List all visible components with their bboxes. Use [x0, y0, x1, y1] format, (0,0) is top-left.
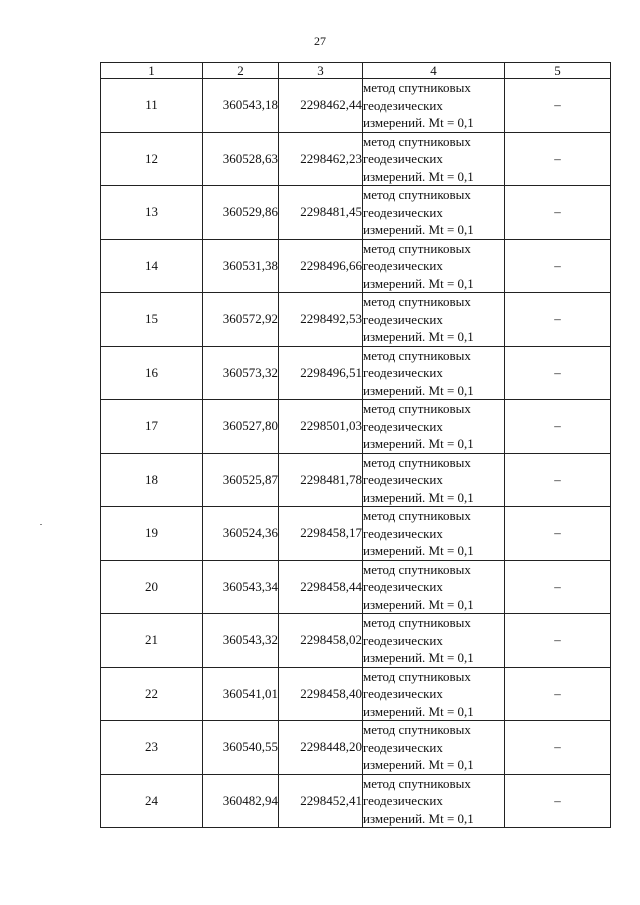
- method-text-line: геодезических: [363, 365, 443, 380]
- y-coordinate-cell: 2298462,44: [279, 79, 363, 133]
- note-cell: –: [505, 507, 611, 561]
- y-coordinate-cell: 2298458,02: [279, 614, 363, 668]
- table-row: [101, 507, 611, 561]
- point-number-cell: 12: [101, 132, 203, 186]
- method-cell: [363, 507, 505, 561]
- method-text-line: метод спутниковых: [363, 722, 471, 737]
- x-coordinate-cell: 360541,01: [203, 667, 279, 721]
- x-coordinate-cell: 360543,18: [203, 79, 279, 133]
- x-coordinate-cell: 360525,87: [203, 453, 279, 507]
- table-header: [101, 63, 611, 79]
- method-cell: [363, 79, 505, 133]
- table-row: [101, 293, 611, 347]
- coordinates-table: [100, 62, 611, 828]
- y-coordinate-cell: 2298481,45: [279, 186, 363, 240]
- header-col-3: 3: [279, 63, 363, 79]
- header-col-2: 2: [203, 63, 279, 79]
- method-cell: [363, 239, 505, 293]
- method-text-line: метод спутниковых: [363, 775, 471, 791]
- table-row: [101, 186, 611, 240]
- point-number-cell: 19: [101, 507, 203, 561]
- method-text-line: геодезических: [363, 97, 443, 113]
- y-coordinate-cell: 2298481,78: [279, 453, 363, 507]
- method-text-line: измерений. Mt = 0,1: [363, 543, 474, 558]
- method-text-line: измерений. Mt = 0,1: [363, 168, 474, 184]
- method-text-line: геодезических: [363, 204, 443, 220]
- method-cell: [363, 186, 505, 240]
- point-number-cell: 17: [101, 400, 203, 454]
- method-text-line: геодезических: [363, 418, 443, 434]
- method-text-line: геодезических: [363, 793, 443, 808]
- method-text-line: измерений. Mt = 0,1: [363, 275, 474, 291]
- x-coordinate-cell: 360531,38: [203, 239, 279, 293]
- note-cell: –: [505, 667, 611, 721]
- x-coordinate-cell: 360572,92: [203, 293, 279, 347]
- note-cell: –: [505, 79, 611, 133]
- table-row: [101, 132, 611, 186]
- point-number-cell: 22: [101, 667, 203, 721]
- method-text-line: геодезических: [363, 472, 443, 487]
- table-row: [101, 346, 611, 400]
- point-number-cell: 20: [101, 560, 203, 614]
- point-number-cell: 23: [101, 721, 203, 775]
- note-cell: –: [505, 186, 611, 240]
- method-text-line: измерений. Mt = 0,1: [363, 382, 474, 398]
- note-cell: –: [505, 346, 611, 400]
- method-text-line: измерений. Mt = 0,1: [363, 436, 474, 451]
- method-cell: [363, 774, 505, 828]
- scan-speck: [40, 524, 42, 525]
- method-cell: [363, 400, 505, 454]
- method-text-line: измерений. Mt = 0,1: [363, 222, 474, 237]
- method-cell: [363, 132, 505, 186]
- method-text-line: метод спутниковых: [363, 561, 471, 577]
- method-cell: [363, 453, 505, 507]
- method-text-line: геодезических: [363, 686, 443, 701]
- method-text-line: метод спутниковых: [363, 347, 471, 363]
- y-coordinate-cell: 2298448,20: [279, 721, 363, 775]
- note-cell: –: [505, 400, 611, 454]
- y-coordinate-cell: 2298496,51: [279, 346, 363, 400]
- note-cell: –: [505, 239, 611, 293]
- method-text-line: измерений. Mt = 0,1: [363, 596, 474, 612]
- y-coordinate-cell: 2298496,66: [279, 239, 363, 293]
- method-cell: [363, 721, 505, 775]
- method-text-line: метод спутниковых: [363, 454, 471, 470]
- note-cell: –: [505, 560, 611, 614]
- method-text-line: измерений. Mt = 0,1: [363, 810, 474, 826]
- y-coordinate-cell: 2298458,17: [279, 507, 363, 561]
- method-cell: [363, 293, 505, 347]
- method-text-line: метод спутниковых: [363, 615, 471, 630]
- table-row: [101, 667, 611, 721]
- point-number-cell: 16: [101, 346, 203, 400]
- method-cell: [363, 346, 505, 400]
- x-coordinate-cell: 360482,94: [203, 774, 279, 828]
- method-text-line: геодезических: [363, 258, 443, 273]
- x-coordinate-cell: 360527,80: [203, 400, 279, 454]
- y-coordinate-cell: 2298452,41: [279, 774, 363, 828]
- note-cell: –: [505, 453, 611, 507]
- point-number-cell: 21: [101, 614, 203, 668]
- method-cell: [363, 667, 505, 721]
- note-cell: –: [505, 774, 611, 828]
- method-cell: [363, 614, 505, 668]
- method-text-line: метод спутниковых: [363, 187, 471, 202]
- x-coordinate-cell: 360543,34: [203, 560, 279, 614]
- header-col-1: 1: [101, 63, 203, 79]
- method-text-line: геодезических: [363, 739, 443, 755]
- table-body: [101, 79, 611, 828]
- y-coordinate-cell: 2298462,23: [279, 132, 363, 186]
- method-cell: [363, 560, 505, 614]
- y-coordinate-cell: 2298492,53: [279, 293, 363, 347]
- method-text-line: метод спутниковых: [363, 80, 471, 95]
- method-text-line: метод спутниковых: [363, 240, 471, 256]
- method-text-line: измерений. Mt = 0,1: [363, 757, 474, 772]
- method-text-line: метод спутниковых: [363, 133, 471, 149]
- x-coordinate-cell: 360540,55: [203, 721, 279, 775]
- point-number-cell: 13: [101, 186, 203, 240]
- method-text-line: геодезических: [363, 151, 443, 166]
- y-coordinate-cell: 2298458,44: [279, 560, 363, 614]
- method-text-line: измерений. Mt = 0,1: [363, 329, 474, 344]
- point-number-cell: 15: [101, 293, 203, 347]
- method-text-line: измерений. Mt = 0,1: [363, 703, 474, 719]
- table-row: [101, 79, 611, 133]
- header-row: [101, 63, 611, 79]
- table-row: [101, 721, 611, 775]
- table-row: [101, 614, 611, 668]
- note-cell: –: [505, 721, 611, 775]
- page-number: 27: [314, 34, 326, 48]
- method-text-line: геодезических: [363, 632, 443, 648]
- note-cell: –: [505, 614, 611, 668]
- x-coordinate-cell: 360543,32: [203, 614, 279, 668]
- y-coordinate-cell: 2298458,40: [279, 667, 363, 721]
- x-coordinate-cell: 360524,36: [203, 507, 279, 561]
- point-number-cell: 11: [101, 79, 203, 133]
- point-number-cell: 24: [101, 774, 203, 828]
- note-cell: –: [505, 132, 611, 186]
- point-number-cell: 14: [101, 239, 203, 293]
- table-row: [101, 400, 611, 454]
- method-text-line: измерений. Mt = 0,1: [363, 489, 474, 505]
- header-col-5: 5: [505, 63, 611, 79]
- y-coordinate-cell: 2298501,03: [279, 400, 363, 454]
- method-text-line: метод спутниковых: [363, 668, 471, 684]
- method-text-line: измерений. Mt = 0,1: [363, 650, 474, 665]
- table-row: [101, 560, 611, 614]
- point-number-cell: 18: [101, 453, 203, 507]
- x-coordinate-cell: 360528,63: [203, 132, 279, 186]
- note-cell: –: [505, 293, 611, 347]
- method-text-line: метод спутниковых: [363, 508, 471, 523]
- method-text-line: геодезических: [363, 579, 443, 594]
- x-coordinate-cell: 360573,32: [203, 346, 279, 400]
- method-text-line: геодезических: [363, 311, 443, 327]
- table-row: [101, 453, 611, 507]
- method-text-line: метод спутниковых: [363, 294, 471, 309]
- method-text-line: измерений. Mt = 0,1: [363, 115, 474, 130]
- method-text-line: метод спутниковых: [363, 401, 471, 416]
- table-row: [101, 239, 611, 293]
- header-col-4: 4: [363, 63, 505, 79]
- table-row: [101, 774, 611, 828]
- x-coordinate-cell: 360529,86: [203, 186, 279, 240]
- method-text-line: геодезических: [363, 525, 443, 541]
